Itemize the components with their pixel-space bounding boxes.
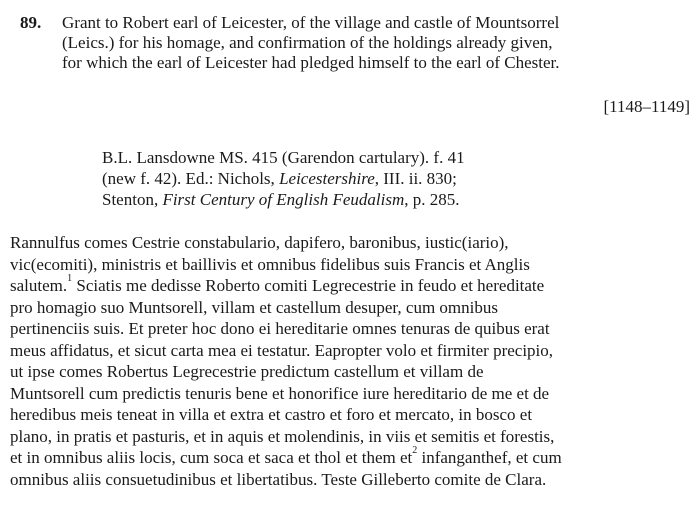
source-line [102,168,692,189]
charter-line: omnibus aliis consuetudinibus et libertatibus. Teste Gilleberto comite de Clara. [10,469,547,489]
source-text: (new f. 42). Ed.: Nichols, [102,169,280,188]
source-citation [102,147,692,210]
charter-line: heredibus meis teneat in villa et extra et castro et foro et mercato, in bosco et [10,405,533,424]
entry-number: 89. [20,13,42,32]
charter-line: ut ipse comes Robertus Legrecestrie predictum castellum et villam de [10,362,484,381]
source-text: , p. 285. [404,190,460,209]
source-line: B.L. Lansdowne MS. 415 (Garendon cartulary). f. 41 [102,148,465,167]
charter-line: Muntsorell cum predictis tenuris bene et honorifice iure hereditario de me et de [10,383,550,403]
charter-text-segment: Sciatis me dedisse Roberto comiti Legrecestrie in feudo et hereditate [72,276,545,295]
charter-line [10,275,692,297]
footnote-marker: 1 [67,273,73,284]
summary-line: (Leics.) for his homage, and confirmation of the holdings already given, [62,33,553,52]
entry-date: [1148–1149] [603,97,690,116]
charter-line: vic(ecomiti), ministris et baillivis et omnibus fidelibus suis Francis et Anglis [10,254,530,274]
entry-summary [62,13,700,73]
charter-line: pro homagio suo Muntsorell, villam et castellum desuper, cum omnibus [10,297,498,317]
source-text: Stenton, [102,190,163,209]
charter-text-segment: et in omnibus aliis locis, cum soca et saca et thol et them et [10,448,413,467]
charter-line [10,447,692,469]
source-text: , III. ii. 830; [374,169,457,188]
charter-line: Rannulfus comes Cestrie constabulario, dapifero, baronibus, iustic(iario), [10,233,509,252]
charter-text [10,232,692,490]
summary-line: Grant to Robert earl of Leicester, of the village and castle of Mountsorrel [62,13,560,32]
charter-text-segment: infanganthef, et cum [417,448,562,467]
charter-text-segment: salutem. [10,276,68,295]
source-title: Leicestershire [279,169,375,188]
footnote-marker: 2 [412,445,418,456]
charter-line: plano, in pratis et pasturis, et in aquis et molendinis, in viis et semitis et forestis, [10,426,555,446]
charter-line: meus affidatus, et sicut carta mea ei testatur. Eapropter volo et firmiter precipio, [10,340,554,360]
charter-line: pertinenciis suis. Et preter hoc dono ei hereditarie omnes tenuras de quibus erat [10,319,550,338]
source-title: First Century of English Feudalism [162,190,405,209]
summary-line: for which the earl of Leicester had pledged himself to the earl of Chester. [62,53,560,72]
source-line [102,189,692,210]
